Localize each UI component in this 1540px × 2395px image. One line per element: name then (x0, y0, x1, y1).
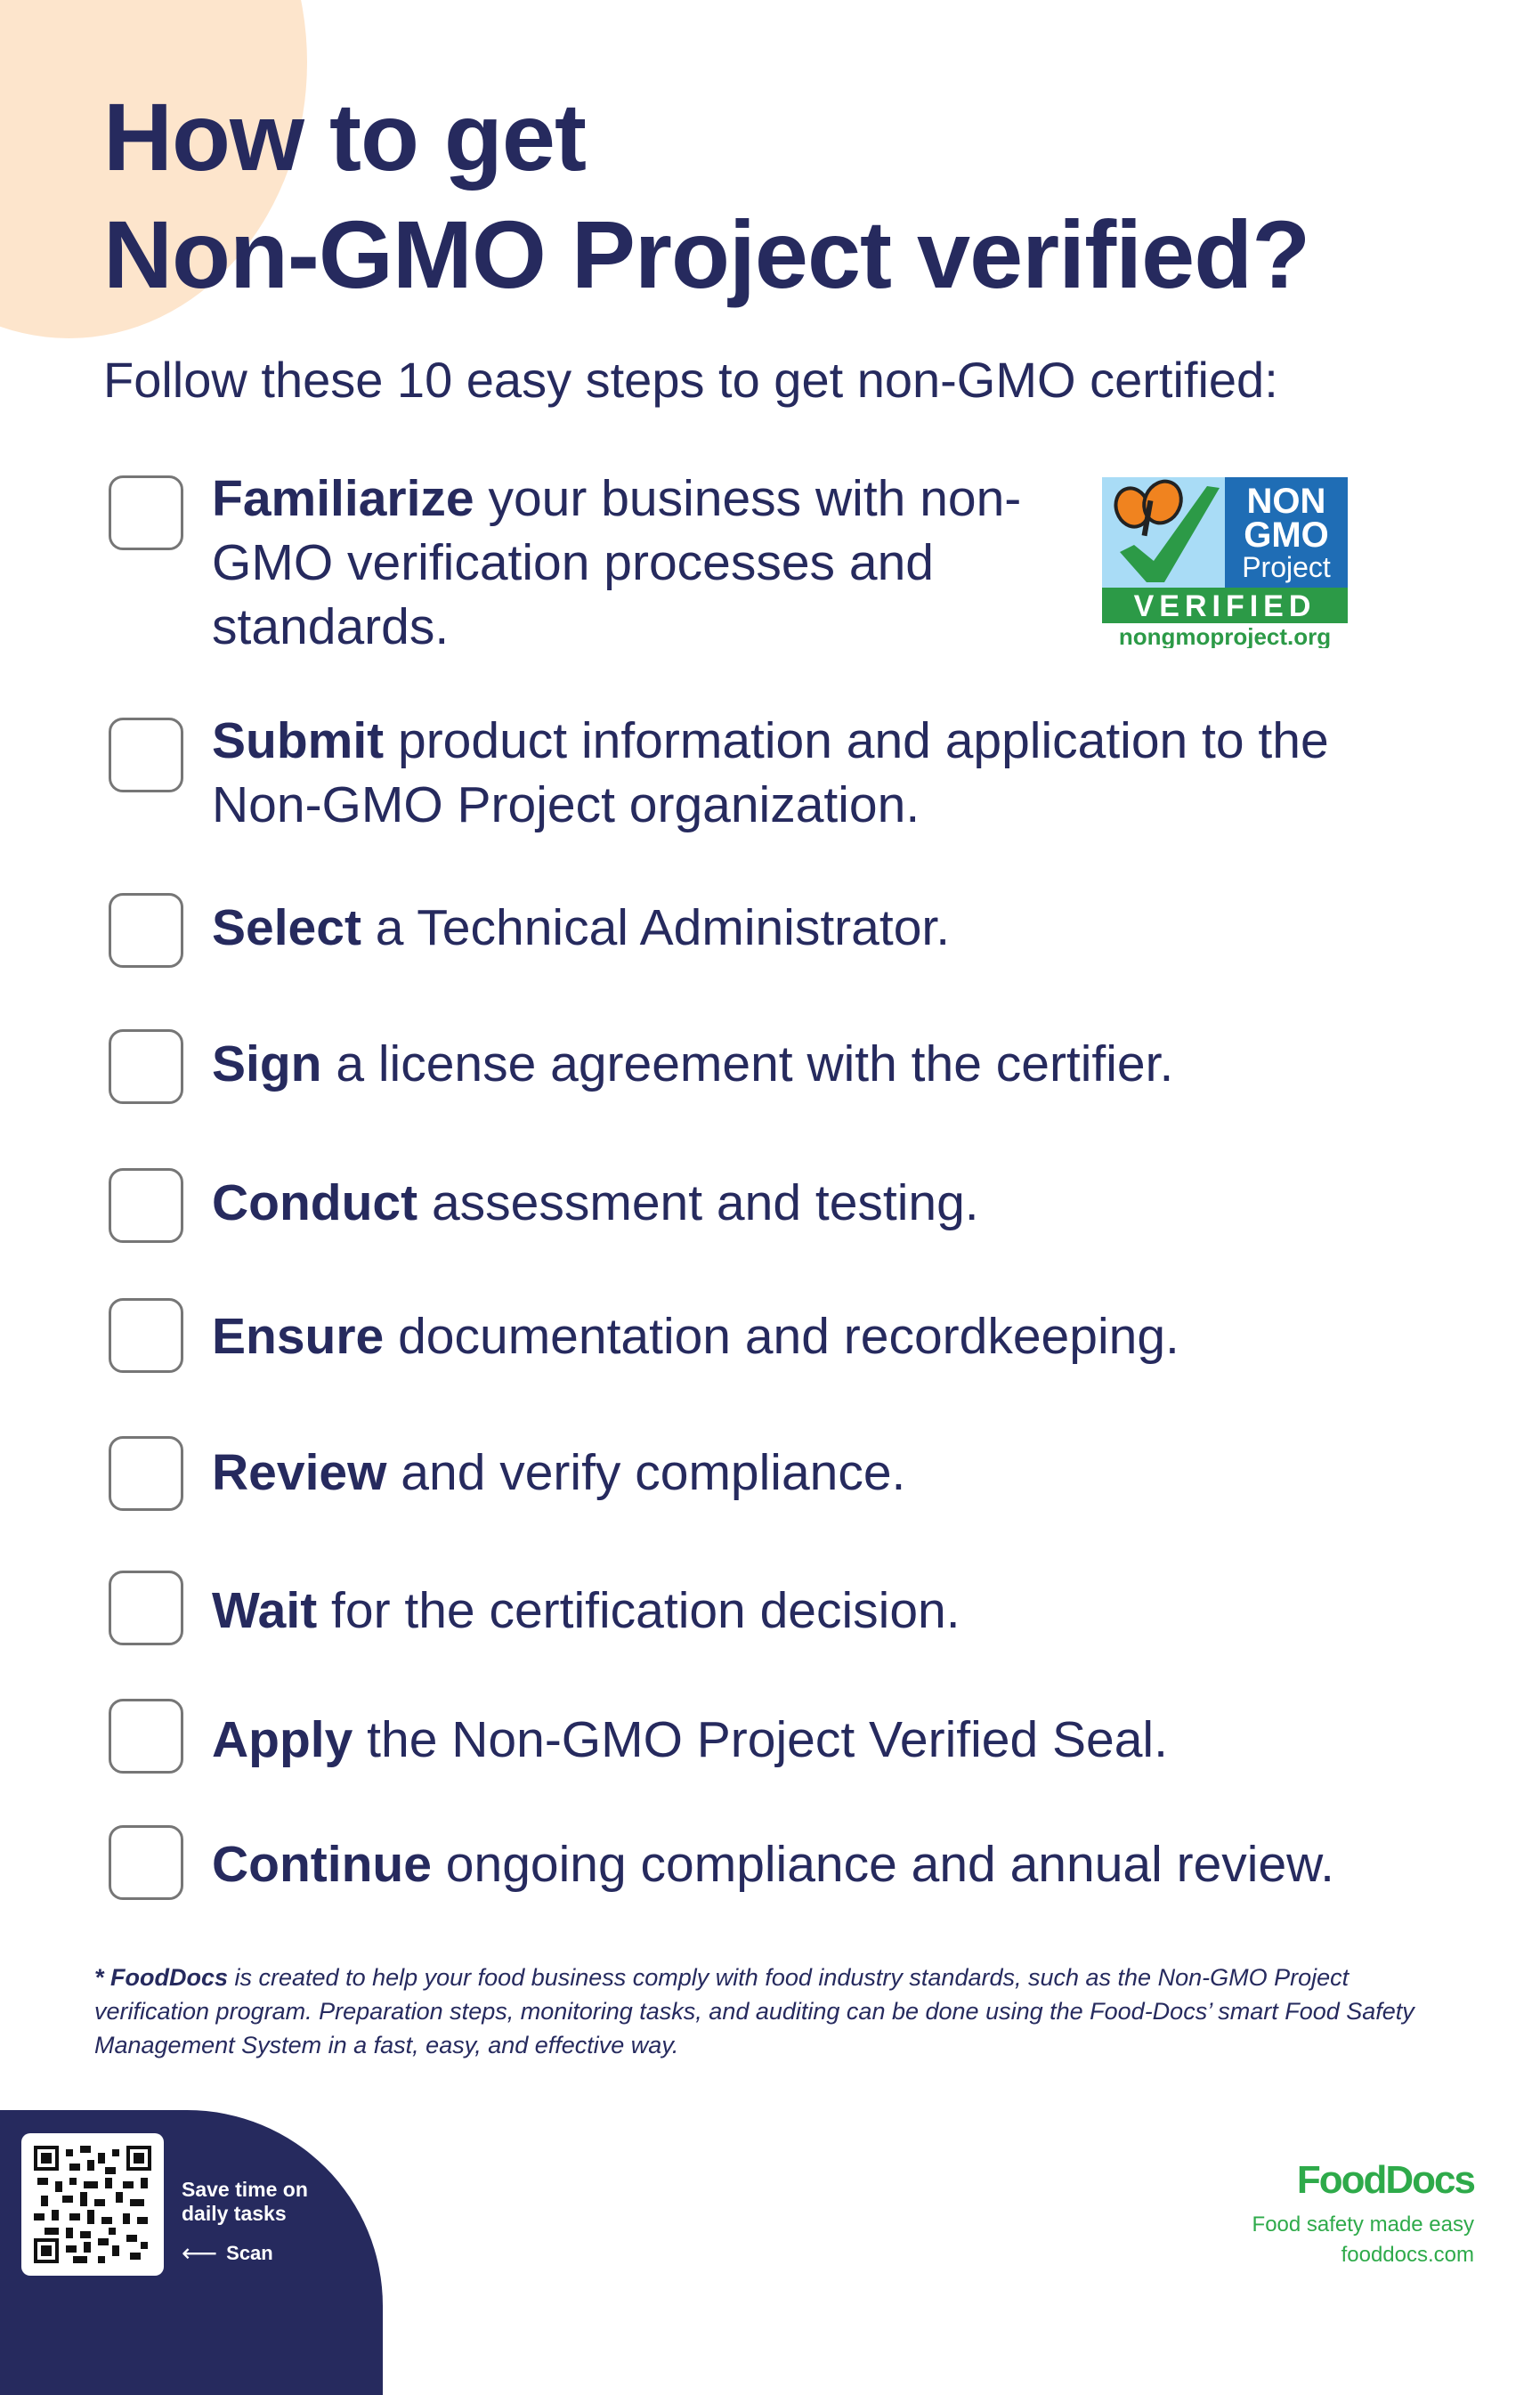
step-rest: and verify compliance. (386, 1444, 906, 1501)
step-checkbox[interactable] (109, 1699, 183, 1774)
step-text (212, 1579, 1494, 1643)
step-checkbox[interactable] (109, 1436, 183, 1511)
step-rest: a license agreement with the certifier. (321, 1035, 1174, 1092)
step-checkbox[interactable] (109, 1168, 183, 1243)
step-checkbox[interactable] (109, 1029, 183, 1104)
step-text (212, 1304, 1494, 1368)
arrow-left-icon: ⟵ (182, 2239, 218, 2267)
step-text (212, 1032, 1494, 1096)
step-verb: Continue (212, 1836, 432, 1893)
step-rest: a Technical Administrator. (361, 899, 951, 956)
step-verb: Apply (212, 1711, 353, 1768)
page-title (103, 78, 1309, 313)
step-rest: for the certification decision. (317, 1582, 960, 1639)
step-rest: documentation and recordkeeping. (384, 1308, 1179, 1365)
title-line-2: Non-GMO Project verified? (103, 200, 1310, 308)
scan-text: Save time on daily tasks (182, 2178, 308, 2225)
non-gmo-verified-badge (1102, 477, 1348, 648)
scan-cta[interactable] (182, 2239, 273, 2267)
badge-line-2: GMO (1244, 516, 1329, 555)
step-checkbox[interactable] (109, 718, 183, 792)
scan-label: Scan (226, 2242, 273, 2264)
step-verb: Submit (212, 712, 385, 769)
brand-logo: FoodDocs (1296, 2158, 1474, 2202)
subtitle: Follow these 10 easy steps to get non-GMO certified: (103, 352, 1278, 408)
step-checkbox[interactable] (109, 1571, 183, 1645)
step-verb: Conduct (212, 1174, 418, 1231)
step-text (212, 896, 1494, 960)
step-text (212, 1708, 1494, 1772)
brand-url[interactable]: fooddocs.com (1341, 2243, 1474, 2267)
step-text (212, 467, 1066, 659)
step-rest: assessment and testing. (417, 1174, 979, 1231)
brand-block (1252, 2158, 1474, 2269)
step-text (212, 1832, 1540, 1896)
step-rest: the Non-GMO Project Verified Seal. (353, 1711, 1168, 1768)
badge-url: nongmoproject.org (1118, 623, 1332, 648)
step-checkbox[interactable] (109, 475, 183, 550)
title-line-1: How to get (103, 83, 586, 191)
step-text (212, 709, 1440, 837)
footnote-lead: * FoodDocs (94, 1964, 229, 1991)
step-checkbox[interactable] (109, 893, 183, 968)
brand-tagline: Food safety made easy (1252, 2212, 1474, 2237)
step-text (212, 1171, 1494, 1235)
step-text (212, 1441, 1494, 1505)
step-rest: ongoing compliance and annual review. (431, 1836, 1335, 1893)
footnote-body: is created to help your food business comply with food industry standards, such as the Non-GMO Project verification program. Preparation steps, monitoring tasks, and auditing can be done using the Food-Docs’ smart Food Safety Management System in a fast, easy, and effective way. (94, 1964, 1414, 2058)
step-rest: your business with non-GMO verification processes and standards. (212, 470, 1022, 655)
badge-line-1: NON (1246, 482, 1326, 521)
qr-code-icon (34, 2146, 151, 2263)
step-checkbox[interactable] (109, 1825, 183, 1900)
step-verb: Select (212, 899, 361, 956)
step-verb: Familiarize (212, 470, 474, 527)
badge-line-3: Project (1242, 551, 1331, 583)
badge-verified: VERIFIED (1133, 589, 1317, 623)
qr-code[interactable] (21, 2133, 164, 2276)
step-verb: Ensure (212, 1308, 385, 1365)
step-verb: Wait (212, 1582, 318, 1639)
step-verb: Review (212, 1444, 387, 1501)
step-verb: Sign (212, 1035, 322, 1092)
step-checkbox[interactable] (109, 1298, 183, 1373)
footnote (94, 1961, 1447, 2062)
step-rest: product information and application to the Non-GMO Project organization. (212, 712, 1329, 833)
